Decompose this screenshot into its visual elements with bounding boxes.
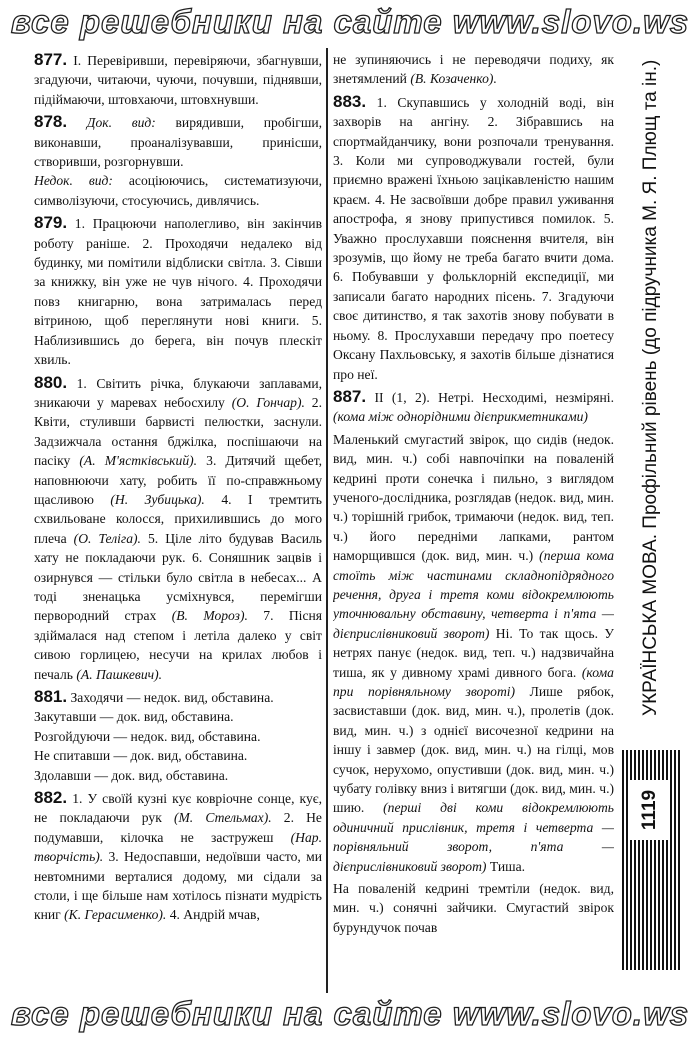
author: (О. Теліга). bbox=[73, 530, 141, 546]
author: (А. Пашкевич). bbox=[76, 666, 163, 682]
exercise-882 bbox=[34, 788, 322, 925]
exercise-880 bbox=[34, 373, 322, 685]
paragraph-text: На поваленій кедрині тремтіли (недок. вид, мин. ч.) сонячні зайчики. Смугастий звірок бурундучок почав bbox=[333, 881, 614, 935]
exercise-number: 878. bbox=[34, 112, 68, 132]
author: (М. Стельмах). bbox=[173, 810, 272, 826]
author: (О. Гончар). bbox=[231, 394, 305, 410]
answer-line: Здолавши — док. вид, обставина. bbox=[34, 767, 229, 783]
sentence: 4. Андрій мчав, bbox=[169, 907, 260, 923]
author: (А. М'ястківський). bbox=[79, 453, 198, 469]
paragraph-text: Маленький смугастий звірок, що сидів (недок. вид, мин. ч.) собі навпочіпки на поваленій кедрині проти сонечка і пильно, з виглядом ученого-дослідника, розглядав (недок. вид, мин. ч.) торішній грибок, тримаючи (недок. вид, теп. ч.) його передніми лапками, рантом наморщившся (док. вид, мин. ч.) bbox=[333, 431, 614, 564]
author: (В. Козаченко). bbox=[410, 71, 497, 87]
sentence: 1. Світить річка, блукаючи заплавами, зникаючи у маревах небосхилу bbox=[34, 375, 322, 410]
sentence: 2. Не подумавши, кілочка не застружеш bbox=[34, 810, 322, 845]
answer-line: Заходячи — недок. вид, обставина. bbox=[70, 690, 274, 705]
exercise-intro: II (1, 2). Нетрі. Несходимі, незміряні. bbox=[374, 389, 614, 405]
note: (перша кома стоїть між частинами складнопідрядного речення, друга і третя коми відокремлюють уточнювальну обставину, четверта і п'ята — дієприслівниковий зворот) bbox=[333, 548, 614, 641]
exercise-number: 881. bbox=[34, 687, 68, 706]
column-divider bbox=[326, 48, 328, 993]
exercise-879 bbox=[34, 213, 322, 369]
exercise-text: I. Перевіривши, перевіряючи, збагнувши, згадуючи, читаючи, чуючи, почувши, піднявши, підіймаючи, штовхаючи, штовхнувши. bbox=[34, 53, 322, 107]
site-banner-top: все решебники на сайте www.slovo.ws bbox=[10, 3, 690, 40]
analysis-paragraph bbox=[333, 879, 614, 937]
paragraph-text: Лише рябок, засвиставши (док. вид, мин. ч.), пролетів (док. вид, мин. ч.) з однієї височезної кедрини на іншу і завмер (док. вид, мин. ч.) на гілці, мов сучок, нерухомо, опустивши (док. вид, мин. ч.) чубату голівку вниз і витягши (док. вид, мин. ч.) шию. bbox=[333, 684, 614, 816]
sentence: 7. Пісня здіймалася над степом і летіла далеко у світ сивою горлицею, несучи на крилах любов і печаль bbox=[34, 608, 322, 682]
answer-line: Розгойдуючи — недок. вид, обставина. bbox=[34, 728, 261, 744]
exercise-883 bbox=[333, 92, 614, 384]
sentence: 2. Квіти, стуливши барвисті пелюстки, заснули. Задзижчала остання бджілка, поспішаючи на пасіку bbox=[34, 394, 322, 469]
author: (К. Герасименко). bbox=[64, 907, 167, 923]
exercise-number: 879. bbox=[34, 213, 68, 233]
sentence: 3. Дитячий щебет, наповнюючи хату, робить її по-справжньому щасливою bbox=[34, 453, 322, 507]
author: (В. Мороз). bbox=[171, 608, 248, 624]
answer-line: Не спитавши — док. вид, обставина. bbox=[34, 748, 248, 764]
sentence: 4. І тремтить схвильоване колосся, прихилившись до мого плеча bbox=[34, 491, 322, 546]
exercise-text: вирядивши, пробігши, виконавши, проаналізувавши, принісши, створивши, розгорнувши. bbox=[34, 115, 322, 170]
note: (кома при порівняльному звороті) bbox=[333, 664, 614, 699]
book-title: УКРАЇНСЬКА МОВА. Профільний рівень (до підручника М. Я. Плющ та ін.) bbox=[640, 60, 661, 717]
aspect-label: Док. вид: bbox=[86, 115, 156, 131]
paragraph-text: Тиша. bbox=[489, 858, 525, 874]
page-number: 1119 bbox=[639, 789, 661, 831]
book-sidebar bbox=[618, 50, 684, 970]
exercise-number: 883. bbox=[333, 91, 367, 111]
sentence: не зупиняючись і не переводячи подиху, як знетямлений bbox=[333, 52, 614, 87]
exercise-number: 887. bbox=[333, 386, 367, 406]
exercise-number: 877. bbox=[34, 50, 68, 69]
site-banner-bottom: все решебники на сайте www.slovo.ws bbox=[10, 995, 690, 1032]
right-column bbox=[333, 50, 614, 990]
exercise-text: 1. Працюючи наполегливо, він закінчив роботу раніше. 2. Проходячи недалеко від будинку, ми помітили відблиски світла. 3. Сівши за книжку, він уже не чув нічого. 4. Проходячи повз книгарню, вона затрималась перед вітриною, щоб переглянути нові книги. 5. Наблизившись до берега, він почув плескіт хвиль. bbox=[34, 216, 322, 368]
aspect-label: Недок. вид: bbox=[34, 173, 113, 189]
author: (Н. Зубицька). bbox=[110, 491, 205, 507]
left-column bbox=[34, 50, 322, 990]
note: (кома між однорідними дієприкметниками) bbox=[333, 409, 588, 425]
exercise-887 bbox=[333, 387, 614, 427]
sentence: 3. Недоспавши, недоївши часто, ми невтомними верталися додому, ми сідали за столи, і ще більше нам хотілось пізнати мудрість книг bbox=[34, 849, 322, 923]
exercise-text: 1. Скупавшись у холодній воді, він захворів на ангіну. 2. Зібравшись на спортмайданчику, вони розпочали тренування. 3. Коли ми супроводжували гостей, були приємно вражені їхньою зацікавленістю нашим краєм. 4. Не засвоївши добре правил уживання апострофа, я знову припустився помилок. 5. Уважно прослухавши пояснення вчителя, він зрозумів, що йому не треба багато вчити дома. 6. Побувавши у фольклорній експедиції, ми записали багато народних пісень. 7. Згадуючи своє дитинство, я так захотів знову побувати в ньому. 8. Прослухавши передачу про поетесу Оксану Пахльовську, я захотів більше дізнатися про неї. bbox=[333, 94, 614, 382]
exercise-882-continued bbox=[333, 50, 614, 89]
paragraph-text: Ні. То так щось. У нетрях панує (недок. вид, теп. ч.) надзвичайна тиша, як у дивному храмі дивного бога. bbox=[333, 625, 614, 680]
exercise-878 bbox=[34, 112, 322, 210]
exercise-877 bbox=[34, 50, 322, 109]
analysis-paragraph bbox=[333, 430, 614, 876]
page-number-box bbox=[630, 780, 670, 840]
author: (Нар. творчість). bbox=[34, 829, 322, 865]
sentence: 5. Ціле літо будував Василь хату не покладаючи рук. 6. Соняшник зацвів і озирнувся — стільки було світла в небесах... А тоді зненацька усміхнувся, перемігши первородний страх bbox=[34, 530, 322, 624]
exercise-number: 882. bbox=[34, 788, 68, 808]
sentence: 1. У своїй кузні кує ковріочне сонце, кує, не покладаючи рук bbox=[34, 791, 322, 826]
note: (перші дві коми відокремлюють одиничний прислівник, третя і четверта — порівняльний зворот, п'ята — дієприслівниковий зворот) bbox=[333, 800, 614, 874]
exercise-number: 880. bbox=[34, 372, 68, 392]
exercise-text: асоціюючись, систематизуючи, символізуючи, стосуючись, дивлячись. bbox=[34, 173, 322, 208]
answer-line: Закутавши — док. вид, обставина. bbox=[34, 709, 234, 725]
exercise-881 bbox=[34, 687, 322, 785]
